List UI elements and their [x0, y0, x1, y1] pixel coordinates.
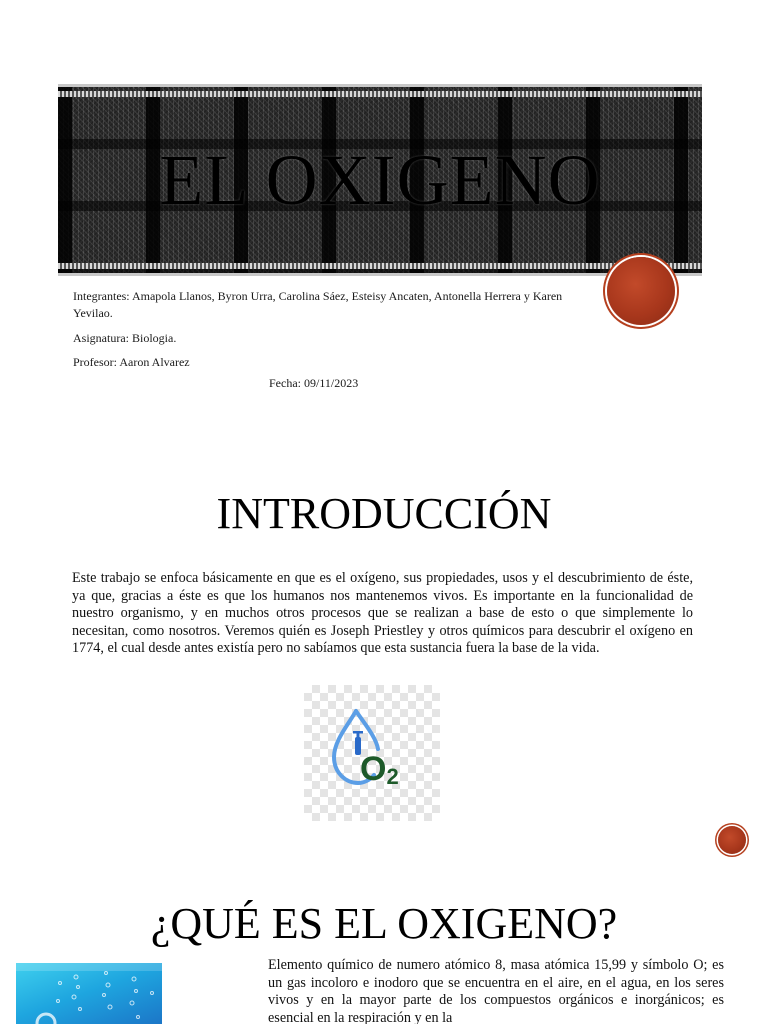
page-title: EL OXIGENO: [159, 139, 601, 220]
members-text: Integrantes: Amapola Llanos, Byron Urra, Carolina Sáez, Esteisy Ancaten, Antonella Herrera y Karen Yevilao.: [73, 289, 563, 320]
o2-droplet-icon: [304, 685, 440, 821]
introduction-paragraph: Este trabajo se enfoca básicamente en que es el oxígeno, sus propiedades, usos y el descubrimiento de éste, ya que, gracias a éste es que los humanos nos mantenemos vivos. Es importante en la funcionalidad de nuestro organismo, y en muchos otros procesos que se realizan a base de esto o que simplemente lo necesitan, como nosotros. Veremos quién es Joseph Priestley y otros químicos para descubrir el oxígeno en 1774, el cual desde antes existía pero no sabíamos que esta sustancia fuera la base de la vida.: [72, 570, 693, 656]
date-text: Fecha: 09/11/2023: [269, 376, 359, 390]
o2-label: [360, 749, 399, 793]
bubbles-graphic: [16, 963, 162, 1024]
o2-label-sub: 2: [386, 764, 399, 789]
water-bubbles-icon: [16, 963, 162, 1024]
title-banner: [58, 84, 702, 276]
decorative-orb-small-icon: [718, 826, 746, 854]
what-is-oxygen-heading: ¿QUÉ ES EL OXIGENO?: [150, 899, 618, 948]
introduction-heading: INTRODUCCIÓN: [216, 489, 552, 538]
subject-text: Asignatura: Biologia.: [73, 331, 177, 345]
decorative-orb-icon: [607, 257, 675, 325]
teacher-text: Profesor: Aaron Alvarez: [73, 355, 190, 369]
o2-label-main: O: [360, 750, 387, 788]
what-is-oxygen-paragraph: Elemento químico de numero atómico 8, masa atómica 15,99 y símbolo O; es un gas incoloro e inodoro que se encuentra en el aire, en el agua, en los seres vivos y en la mayor parte de los compuestos orgánicos e inorgánicos; es esencial en la respiración y en la: [268, 957, 724, 1024]
